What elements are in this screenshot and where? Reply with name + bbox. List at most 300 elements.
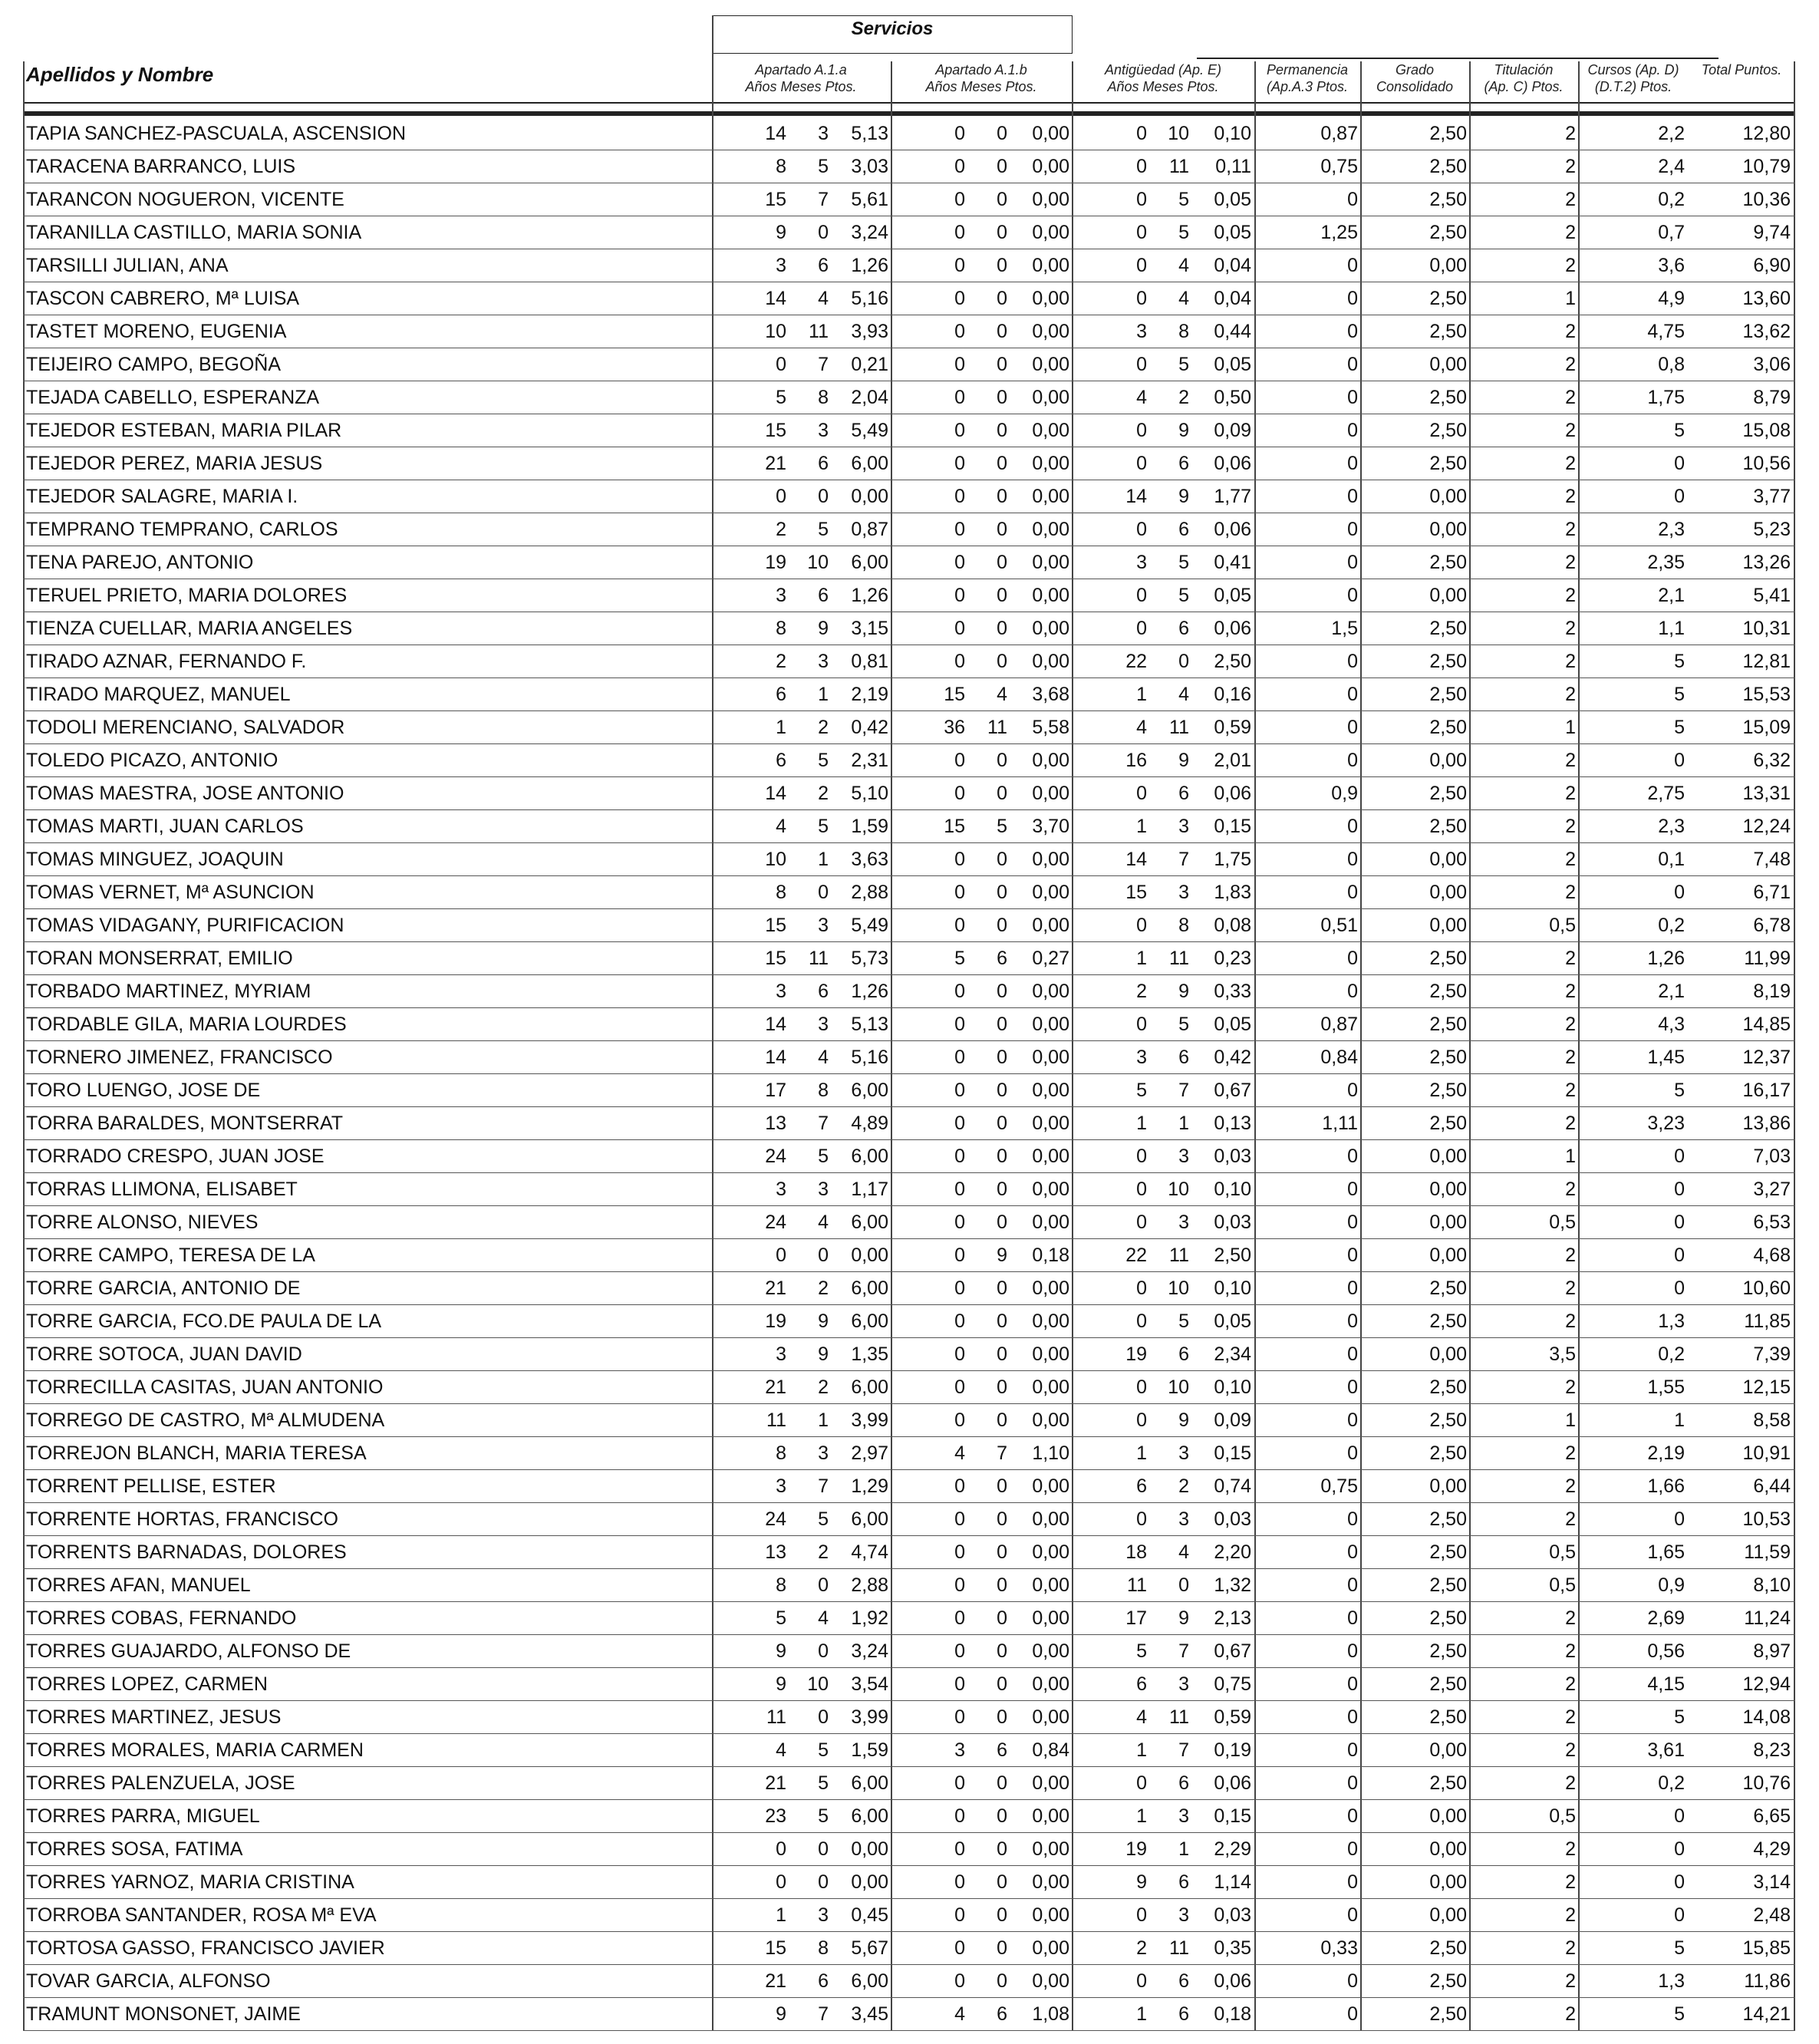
antiguedad-months: 2 bbox=[1178, 387, 1189, 408]
a1b-points: 0,00 bbox=[1032, 1838, 1069, 1860]
titulacion-points: 1 bbox=[1565, 288, 1576, 309]
person-name: TORRES LOPEZ, CARMEN bbox=[26, 1673, 268, 1695]
a1a-months: 5 bbox=[818, 519, 829, 540]
person-name: TOMAS MARTI, JUAN CARLOS bbox=[26, 816, 304, 837]
antiguedad-years: 1 bbox=[1136, 948, 1147, 969]
a1b-months: 0 bbox=[997, 1212, 1007, 1233]
cursos-points: 5 bbox=[1674, 1937, 1685, 1959]
permanencia-points: 0 bbox=[1347, 519, 1358, 540]
a1a-years: 21 bbox=[765, 1278, 786, 1299]
a1b-years: 0 bbox=[954, 1409, 965, 1431]
grado-consolidado: 2,50 bbox=[1429, 816, 1467, 837]
permanencia-points: 0 bbox=[1347, 1739, 1358, 1761]
a1b-years: 5 bbox=[954, 948, 965, 969]
a1b-months: 0 bbox=[997, 1343, 1007, 1365]
a1b-months: 0 bbox=[997, 420, 1007, 441]
antiguedad-years: 22 bbox=[1125, 651, 1147, 672]
a1b-years: 0 bbox=[954, 552, 965, 573]
permanencia-points: 0 bbox=[1347, 1508, 1358, 1530]
titulacion-points: 0,5 bbox=[1549, 915, 1576, 936]
a1b-points: 0,00 bbox=[1032, 1409, 1069, 1431]
a1a-years: 15 bbox=[765, 915, 786, 936]
permanencia-points: 0,84 bbox=[1320, 1047, 1358, 1068]
a1a-points: 6,00 bbox=[851, 552, 888, 573]
total-points: 3,06 bbox=[1753, 354, 1791, 375]
grado-consolidado: 0,00 bbox=[1429, 1146, 1467, 1167]
person-name: TORRE GARCIA, FCO.DE PAULA DE LA bbox=[26, 1310, 382, 1332]
a1a-points: 3,03 bbox=[851, 156, 888, 177]
total-points: 12,80 bbox=[1742, 123, 1791, 144]
a1b-months: 0 bbox=[997, 882, 1007, 903]
grado-consolidado: 2,50 bbox=[1429, 1376, 1467, 1398]
titulacion-points: 2 bbox=[1565, 618, 1576, 639]
a1b-points: 0,00 bbox=[1032, 189, 1069, 210]
a1b-months: 0 bbox=[997, 1278, 1007, 1299]
cursos-points: 5 bbox=[1674, 717, 1685, 738]
permanencia-points: 0 bbox=[1347, 1310, 1358, 1332]
antiguedad-years: 4 bbox=[1136, 1706, 1147, 1728]
total-points: 3,14 bbox=[1753, 1871, 1791, 1893]
cursos-points: 0 bbox=[1674, 1245, 1685, 1266]
cursos-points: 0 bbox=[1674, 882, 1685, 903]
a1b-points: 0,00 bbox=[1032, 387, 1069, 408]
person-name: TORRES COBAS, FERNANDO bbox=[26, 1607, 297, 1629]
a1b-points: 0,00 bbox=[1032, 123, 1069, 144]
a1a-points: 2,88 bbox=[851, 1574, 888, 1596]
antiguedad-points: 0,10 bbox=[1214, 123, 1251, 144]
a1b-points: 0,00 bbox=[1032, 651, 1069, 672]
person-name: TORRA BARALDES, MONTSERRAT bbox=[26, 1113, 344, 1134]
a1b-months: 0 bbox=[997, 321, 1007, 342]
a1a-months: 7 bbox=[818, 2003, 829, 2025]
grado-consolidado: 2,50 bbox=[1429, 2003, 1467, 2025]
column-header-line2: (D.T.2) Ptos. bbox=[1594, 79, 1672, 94]
a1b-points: 0,00 bbox=[1032, 1179, 1069, 1200]
cursos-points: 1,45 bbox=[1647, 1047, 1685, 1068]
a1b-months: 0 bbox=[997, 288, 1007, 309]
column-header-line2: (Ap. C) Ptos. bbox=[1484, 79, 1564, 94]
grado-consolidado: 0,00 bbox=[1429, 1805, 1467, 1827]
cursos-points: 0,56 bbox=[1647, 1640, 1685, 1662]
total-points: 10,76 bbox=[1742, 1772, 1791, 1794]
header-under-rule bbox=[23, 102, 1795, 104]
cursos-points: 2,3 bbox=[1658, 519, 1685, 540]
a1b-points: 0,27 bbox=[1032, 948, 1069, 969]
a1a-years: 8 bbox=[776, 1442, 786, 1464]
a1b-months: 0 bbox=[997, 915, 1007, 936]
a1a-points: 1,59 bbox=[851, 816, 888, 837]
grado-consolidado: 2,50 bbox=[1429, 948, 1467, 969]
a1a-months: 6 bbox=[818, 453, 829, 474]
cursos-points: 5 bbox=[1674, 2003, 1685, 2025]
cursos-points: 5 bbox=[1674, 684, 1685, 705]
a1b-years: 0 bbox=[954, 1772, 965, 1794]
a1a-years: 21 bbox=[765, 1772, 786, 1794]
antiguedad-months: 4 bbox=[1178, 1541, 1189, 1563]
a1b-months: 0 bbox=[997, 1047, 1007, 1068]
antiguedad-years: 0 bbox=[1136, 1146, 1147, 1167]
total-points: 2,48 bbox=[1753, 1904, 1791, 1926]
a1a-points: 2,19 bbox=[851, 684, 888, 705]
a1a-years: 14 bbox=[765, 288, 786, 309]
a1b-months: 0 bbox=[997, 750, 1007, 771]
permanencia-points: 0 bbox=[1347, 684, 1358, 705]
cursos-points: 1,55 bbox=[1647, 1376, 1685, 1398]
antiguedad-points: 0,35 bbox=[1214, 1937, 1251, 1959]
total-points: 6,65 bbox=[1753, 1805, 1791, 1827]
total-points: 11,59 bbox=[1744, 1541, 1791, 1563]
antiguedad-points: 0,41 bbox=[1214, 552, 1251, 573]
antiguedad-points: 1,75 bbox=[1214, 849, 1251, 870]
a1a-points: 3,99 bbox=[851, 1706, 888, 1728]
antiguedad-months: 11 bbox=[1169, 1937, 1189, 1959]
table-row bbox=[23, 447, 1795, 480]
a1b-months: 0 bbox=[997, 1475, 1007, 1497]
antiguedad-points: 0,04 bbox=[1214, 255, 1251, 276]
antiguedad-points: 0,03 bbox=[1214, 1146, 1251, 1167]
total-points: 10,91 bbox=[1742, 1442, 1791, 1464]
antiguedad-points: 0,16 bbox=[1214, 684, 1251, 705]
table-row bbox=[23, 678, 1795, 711]
a1b-years: 0 bbox=[954, 1607, 965, 1629]
table-row bbox=[23, 1635, 1795, 1668]
antiguedad-points: 1,77 bbox=[1214, 486, 1251, 507]
a1b-points: 1,10 bbox=[1032, 1442, 1069, 1464]
grado-consolidado: 2,50 bbox=[1429, 222, 1467, 243]
antiguedad-years: 3 bbox=[1136, 552, 1147, 573]
cursos-points: 5 bbox=[1674, 1706, 1685, 1728]
titulacion-points: 0,5 bbox=[1549, 1805, 1576, 1827]
a1b-months: 0 bbox=[997, 1376, 1007, 1398]
antiguedad-points: 0,74 bbox=[1214, 1475, 1251, 1497]
total-points: 13,86 bbox=[1742, 1113, 1791, 1134]
a1b-points: 0,00 bbox=[1032, 1376, 1069, 1398]
titulacion-points: 2 bbox=[1565, 255, 1576, 276]
table-row bbox=[23, 480, 1795, 513]
cursos-points: 0 bbox=[1674, 1212, 1685, 1233]
a1b-points: 0,00 bbox=[1032, 1640, 1069, 1662]
cursos-points: 1,1 bbox=[1658, 618, 1685, 639]
a1a-months: 3 bbox=[818, 123, 829, 144]
column-header-5 bbox=[1470, 61, 1577, 95]
a1a-months: 11 bbox=[809, 948, 829, 969]
a1a-months: 5 bbox=[818, 156, 829, 177]
a1b-years: 0 bbox=[954, 585, 965, 606]
cursos-points: 4,9 bbox=[1658, 288, 1685, 309]
a1a-months: 6 bbox=[818, 255, 829, 276]
a1a-months: 6 bbox=[818, 1970, 829, 1992]
table-row bbox=[23, 810, 1795, 843]
antiguedad-years: 4 bbox=[1136, 387, 1147, 408]
person-name: TORRES PALENZUELA, JOSE bbox=[26, 1772, 295, 1794]
permanencia-points: 0 bbox=[1347, 1179, 1358, 1200]
person-name: TOMAS VERNET, Mª ASUNCION bbox=[26, 882, 315, 903]
total-points: 15,09 bbox=[1742, 717, 1791, 738]
grado-consolidado: 0,00 bbox=[1429, 585, 1467, 606]
a1b-points: 0,00 bbox=[1032, 1475, 1069, 1497]
antiguedad-points: 2,20 bbox=[1214, 1541, 1251, 1563]
grado-consolidado: 2,50 bbox=[1429, 651, 1467, 672]
antiguedad-points: 0,19 bbox=[1214, 1739, 1251, 1761]
a1a-points: 5,16 bbox=[851, 1047, 888, 1068]
a1b-points: 3,68 bbox=[1032, 684, 1069, 705]
a1a-months: 8 bbox=[818, 1080, 829, 1101]
table-row bbox=[23, 1569, 1795, 1602]
total-points: 12,24 bbox=[1742, 816, 1791, 837]
a1a-months: 3 bbox=[818, 1014, 829, 1035]
antiguedad-months: 3 bbox=[1178, 1212, 1189, 1233]
titulacion-points: 2 bbox=[1565, 1937, 1576, 1959]
a1a-years: 6 bbox=[776, 750, 786, 771]
total-points: 11,99 bbox=[1744, 948, 1791, 969]
a1a-years: 0 bbox=[776, 1838, 786, 1860]
cursos-points: 4,15 bbox=[1647, 1673, 1685, 1695]
a1b-months: 11 bbox=[987, 717, 1007, 738]
titulacion-points: 2 bbox=[1565, 849, 1576, 870]
a1a-months: 4 bbox=[818, 288, 829, 309]
cursos-points: 2,19 bbox=[1647, 1442, 1685, 1464]
titulacion-points: 2 bbox=[1565, 1376, 1576, 1398]
permanencia-points: 0 bbox=[1347, 1080, 1358, 1101]
a1b-points: 0,00 bbox=[1032, 915, 1069, 936]
a1b-years: 0 bbox=[954, 1278, 965, 1299]
a1b-points: 0,00 bbox=[1032, 1541, 1069, 1563]
a1b-months: 9 bbox=[997, 1245, 1007, 1266]
a1b-points: 0,00 bbox=[1032, 750, 1069, 771]
a1a-years: 14 bbox=[765, 1014, 786, 1035]
a1a-years: 8 bbox=[776, 882, 786, 903]
antiguedad-years: 0 bbox=[1136, 189, 1147, 210]
antiguedad-points: 0,59 bbox=[1214, 717, 1251, 738]
header-top-rule bbox=[1197, 58, 1718, 59]
antiguedad-points: 1,14 bbox=[1214, 1871, 1251, 1893]
a1a-years: 0 bbox=[776, 354, 786, 375]
person-name: TEJEDOR PEREZ, MARIA JESUS bbox=[26, 453, 323, 474]
permanencia-points: 0 bbox=[1347, 717, 1358, 738]
antiguedad-months: 3 bbox=[1178, 1673, 1189, 1695]
a1a-points: 3,63 bbox=[851, 849, 888, 870]
a1b-months: 0 bbox=[997, 1706, 1007, 1728]
antiguedad-points: 2,50 bbox=[1214, 651, 1251, 672]
a1b-points: 0,00 bbox=[1032, 1310, 1069, 1332]
a1a-points: 5,61 bbox=[851, 189, 888, 210]
table-row bbox=[23, 1173, 1795, 1206]
total-points: 13,26 bbox=[1742, 552, 1791, 573]
a1a-months: 9 bbox=[818, 618, 829, 639]
a1a-years: 15 bbox=[765, 189, 786, 210]
a1a-points: 0,00 bbox=[851, 1871, 888, 1893]
antiguedad-months: 10 bbox=[1168, 1278, 1189, 1299]
antiguedad-months: 5 bbox=[1178, 222, 1189, 243]
a1a-months: 1 bbox=[818, 1409, 829, 1431]
a1b-years: 0 bbox=[954, 1245, 965, 1266]
antiguedad-points: 0,06 bbox=[1214, 519, 1251, 540]
titulacion-points: 2 bbox=[1565, 1607, 1576, 1629]
grado-consolidado: 0,00 bbox=[1429, 849, 1467, 870]
a1b-years: 0 bbox=[954, 1673, 965, 1695]
person-name: TASTET MORENO, EUGENIA bbox=[26, 321, 287, 342]
antiguedad-years: 0 bbox=[1136, 1376, 1147, 1398]
a1b-months: 0 bbox=[997, 1310, 1007, 1332]
person-name: TORROBA SANTANDER, ROSA Mª EVA bbox=[26, 1904, 377, 1926]
antiguedad-months: 11 bbox=[1169, 156, 1189, 177]
a1a-points: 3,45 bbox=[851, 2003, 888, 2025]
antiguedad-months: 6 bbox=[1178, 1871, 1189, 1893]
a1b-years: 0 bbox=[954, 1376, 965, 1398]
antiguedad-years: 2 bbox=[1136, 1937, 1147, 1959]
a1a-years: 5 bbox=[776, 387, 786, 408]
table-row bbox=[23, 1965, 1795, 1998]
cursos-points: 2,3 bbox=[1658, 816, 1685, 837]
person-name: TORDABLE GILA, MARIA LOURDES bbox=[26, 1014, 347, 1035]
titulacion-points: 2 bbox=[1565, 156, 1576, 177]
total-points: 3,77 bbox=[1753, 486, 1791, 507]
a1b-years: 0 bbox=[954, 1904, 965, 1926]
titulacion-points: 2 bbox=[1565, 1442, 1576, 1464]
a1b-points: 0,00 bbox=[1032, 519, 1069, 540]
column-header-line1: Total Puntos. bbox=[1701, 62, 1782, 77]
a1b-months: 0 bbox=[997, 1080, 1007, 1101]
grado-consolidado: 0,00 bbox=[1429, 750, 1467, 771]
grado-consolidado: 2,50 bbox=[1429, 321, 1467, 342]
antiguedad-years: 3 bbox=[1136, 321, 1147, 342]
a1a-years: 9 bbox=[776, 222, 786, 243]
grado-consolidado: 0,00 bbox=[1429, 915, 1467, 936]
antiguedad-years: 1 bbox=[1136, 2003, 1147, 2025]
antiguedad-years: 0 bbox=[1136, 915, 1147, 936]
a1a-points: 3,93 bbox=[851, 321, 888, 342]
antiguedad-months: 11 bbox=[1169, 717, 1189, 738]
total-points: 6,71 bbox=[1753, 882, 1791, 903]
person-name: TORRE GARCIA, ANTONIO DE bbox=[26, 1278, 301, 1299]
grado-consolidado: 0,00 bbox=[1429, 519, 1467, 540]
a1a-years: 5 bbox=[776, 1607, 786, 1629]
column-header-line1: Titulación bbox=[1494, 62, 1554, 77]
cursos-points: 2,4 bbox=[1658, 156, 1685, 177]
a1a-months: 7 bbox=[818, 1475, 829, 1497]
permanencia-points: 0 bbox=[1347, 1541, 1358, 1563]
cursos-points: 0 bbox=[1674, 1146, 1685, 1167]
permanencia-points: 0 bbox=[1347, 1212, 1358, 1233]
a1a-months: 2 bbox=[818, 717, 829, 738]
cursos-points: 0 bbox=[1674, 1278, 1685, 1299]
table-row bbox=[23, 1338, 1795, 1371]
a1a-points: 3,99 bbox=[851, 1409, 888, 1431]
cursos-points: 1,75 bbox=[1647, 387, 1685, 408]
antiguedad-points: 0,13 bbox=[1214, 1113, 1251, 1134]
titulacion-points: 0,5 bbox=[1549, 1541, 1576, 1563]
apellidos-header: Apellidos y Nombre bbox=[26, 63, 214, 86]
grado-consolidado: 2,50 bbox=[1429, 387, 1467, 408]
a1b-months: 0 bbox=[997, 552, 1007, 573]
person-name: TORAN MONSERRAT, EMILIO bbox=[26, 948, 293, 969]
titulacion-points: 2 bbox=[1565, 2003, 1576, 2025]
titulacion-points: 2 bbox=[1565, 1080, 1576, 1101]
total-points: 10,53 bbox=[1742, 1508, 1791, 1530]
antiguedad-months: 8 bbox=[1178, 915, 1189, 936]
person-name: TORRE SOTOCA, JUAN DAVID bbox=[26, 1343, 302, 1365]
a1a-years: 11 bbox=[766, 1706, 786, 1728]
antiguedad-points: 0,10 bbox=[1214, 1278, 1251, 1299]
antiguedad-points: 0,75 bbox=[1214, 1673, 1251, 1695]
antiguedad-years: 1 bbox=[1136, 816, 1147, 837]
a1a-years: 24 bbox=[765, 1146, 786, 1167]
table-row bbox=[23, 1371, 1795, 1404]
permanencia-points: 0 bbox=[1347, 420, 1358, 441]
antiguedad-months: 7 bbox=[1178, 1739, 1189, 1761]
table-row bbox=[23, 579, 1795, 612]
total-points: 10,56 bbox=[1742, 453, 1791, 474]
a1b-years: 0 bbox=[954, 156, 965, 177]
a1a-points: 5,13 bbox=[851, 123, 888, 144]
antiguedad-points: 0,03 bbox=[1214, 1508, 1251, 1530]
person-name: TORTOSA GASSO, FRANCISCO JAVIER bbox=[26, 1937, 385, 1959]
table-row bbox=[23, 1239, 1795, 1272]
grado-consolidado: 0,00 bbox=[1429, 1871, 1467, 1893]
person-name: TRAMUNT MONSONET, JAIME bbox=[26, 2003, 301, 2025]
a1b-points: 0,00 bbox=[1032, 1772, 1069, 1794]
a1b-years: 0 bbox=[954, 288, 965, 309]
a1b-months: 0 bbox=[997, 156, 1007, 177]
person-name: TORRES PARRA, MIGUEL bbox=[26, 1805, 260, 1827]
total-points: 8,97 bbox=[1753, 1640, 1791, 1662]
grado-consolidado: 2,50 bbox=[1429, 189, 1467, 210]
a1b-years: 0 bbox=[954, 1310, 965, 1332]
permanencia-points: 0 bbox=[1347, 882, 1358, 903]
titulacion-points: 2 bbox=[1565, 189, 1576, 210]
a1b-points: 0,00 bbox=[1032, 1673, 1069, 1695]
grado-consolidado: 2,50 bbox=[1429, 288, 1467, 309]
antiguedad-years: 19 bbox=[1125, 1343, 1147, 1365]
total-points: 12,37 bbox=[1742, 1047, 1791, 1068]
titulacion-points: 2 bbox=[1565, 519, 1576, 540]
cursos-points: 1,3 bbox=[1658, 1970, 1685, 1992]
a1b-years: 0 bbox=[954, 453, 965, 474]
a1b-months: 6 bbox=[997, 2003, 1007, 2025]
a1a-points: 6,00 bbox=[851, 1146, 888, 1167]
a1a-points: 0,45 bbox=[851, 1904, 888, 1926]
a1a-points: 1,17 bbox=[851, 1179, 888, 1200]
a1b-years: 0 bbox=[954, 1146, 965, 1167]
a1b-months: 0 bbox=[997, 1409, 1007, 1431]
total-points: 8,23 bbox=[1753, 1739, 1791, 1761]
a1b-months: 0 bbox=[997, 1772, 1007, 1794]
titulacion-points: 2 bbox=[1565, 321, 1576, 342]
a1a-months: 6 bbox=[818, 981, 829, 1002]
a1b-years: 0 bbox=[954, 1014, 965, 1035]
cursos-points: 0 bbox=[1674, 1508, 1685, 1530]
table-row bbox=[23, 348, 1795, 381]
person-name: TORREJON BLANCH, MARIA TERESA bbox=[26, 1442, 367, 1464]
a1b-years: 0 bbox=[954, 1970, 965, 1992]
a1b-points: 0,00 bbox=[1032, 420, 1069, 441]
column-header-line1: Antigüedad (Ap. E) bbox=[1104, 62, 1222, 77]
antiguedad-years: 17 bbox=[1125, 1607, 1147, 1629]
total-points: 11,24 bbox=[1744, 1607, 1791, 1629]
cursos-points: 0,2 bbox=[1658, 1343, 1685, 1365]
titulacion-points: 2 bbox=[1565, 750, 1576, 771]
a1b-points: 0,00 bbox=[1032, 453, 1069, 474]
a1a-years: 4 bbox=[776, 816, 786, 837]
cursos-points: 1,26 bbox=[1647, 948, 1685, 969]
antiguedad-years: 1 bbox=[1136, 684, 1147, 705]
a1a-months: 3 bbox=[818, 915, 829, 936]
a1a-months: 3 bbox=[818, 420, 829, 441]
person-name: TORRES MARTINEZ, JESUS bbox=[26, 1706, 282, 1728]
a1a-points: 6,00 bbox=[851, 1080, 888, 1101]
permanencia-points: 0,87 bbox=[1320, 123, 1358, 144]
antiguedad-years: 1 bbox=[1136, 1805, 1147, 1827]
